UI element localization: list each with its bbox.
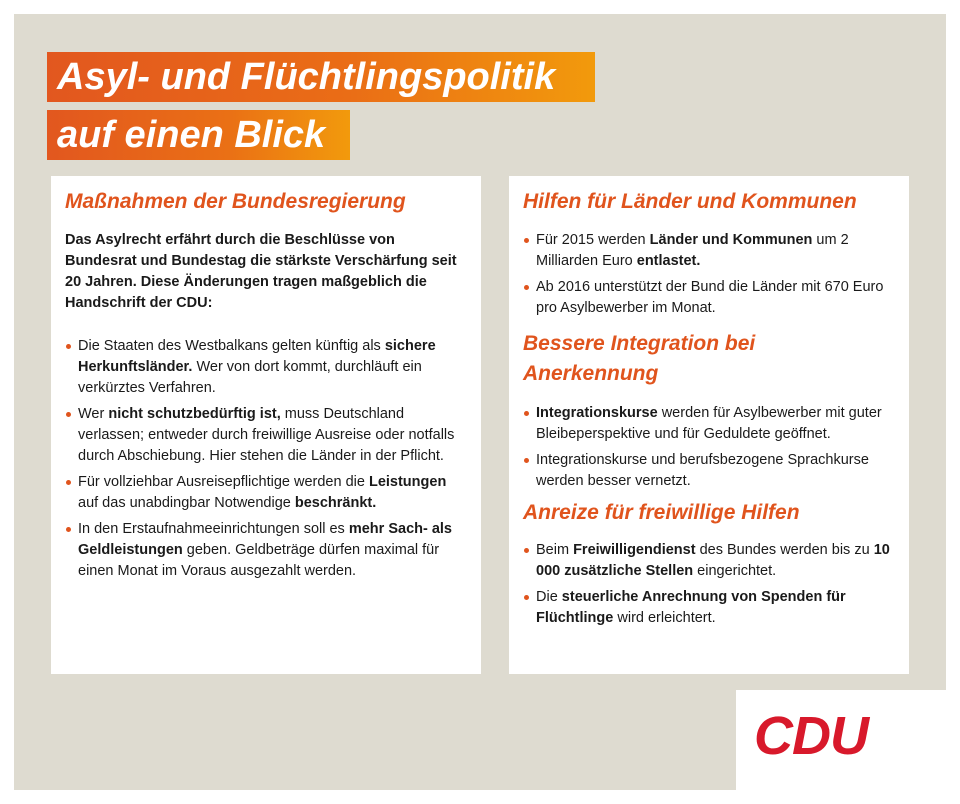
list-item: Für vollziehbar Ausreisepflichtige werden die Leistungen auf das unabdingbar Notwendige beschränkt.	[65, 472, 463, 514]
measures-panel	[51, 176, 481, 674]
list-item: Die Staaten des Westbalkans gelten künftig als sichere Herkunftsländer. Wer von dort kommt, durchläuft ein verkürztes Verfahren.	[65, 336, 463, 399]
section-heading-freiwillig: Anreize für freiwillige Hilfen	[523, 501, 800, 524]
measures-intro: Das Asylrecht erfährt durch die Beschlüsse von Bundesrat und Bundestag die stärkste Verschärfung seit 20 Jahren. Diese Änderungen tragen maßgeblich die Handschrift der CDU:	[65, 232, 457, 311]
support-panel	[509, 176, 909, 674]
integration-list	[523, 403, 891, 492]
list-item: Integrationskurse werden für Asylbewerber mit guter Bleibeperspektive und für Geduldete geöffnet.	[523, 403, 891, 445]
logo-box	[736, 690, 946, 790]
title-line-2: auf einen Blick	[47, 110, 350, 160]
title-line-1: Asyl- und Flüchtlingspolitik	[47, 52, 595, 102]
laender-list	[523, 230, 891, 319]
measures-heading: Maßnahmen der Bundesregierung	[65, 190, 406, 213]
measures-list	[65, 336, 463, 582]
list-item: Integrationskurse und berufsbezogene Sprachkurse werden besser vernetzt.	[523, 450, 891, 492]
list-item: Für 2015 werden Länder und Kommunen um 2 Milliarden Euro entlastet.	[523, 230, 891, 272]
list-item: Ab 2016 unterstützt der Bund die Länder mit 670 Euro pro Asylbewerber im Monat.	[523, 277, 891, 319]
list-item: Beim Freiwilligendienst des Bundes werden bis zu 10 000 zusätzliche Stellen eingerichtet.	[523, 540, 891, 582]
list-item: Wer nicht schutzbedürftig ist, muss Deutschland verlassen; entweder durch freiwillige Ausreise oder notfalls durch Abschiebung. Hier stehen die Länder in der Pflicht.	[65, 404, 463, 467]
list-item: Die steuerliche Anrechnung von Spenden für Flüchtlinge wird erleichtert.	[523, 587, 891, 629]
cdu-logo: CDU	[754, 706, 868, 766]
list-item: In den Erstaufnahmeeinrichtungen soll es mehr Sach- als Geldleistungen geben. Geldbeträge dürfen maximal für einen Monat im Voraus ausgezahlt werden.	[65, 519, 463, 582]
section-heading-integration: Bessere Integration bei Anerkennung	[523, 332, 756, 385]
section-heading-laender: Hilfen für Länder und Kommunen	[523, 190, 857, 213]
freiwillig-list	[523, 540, 891, 629]
